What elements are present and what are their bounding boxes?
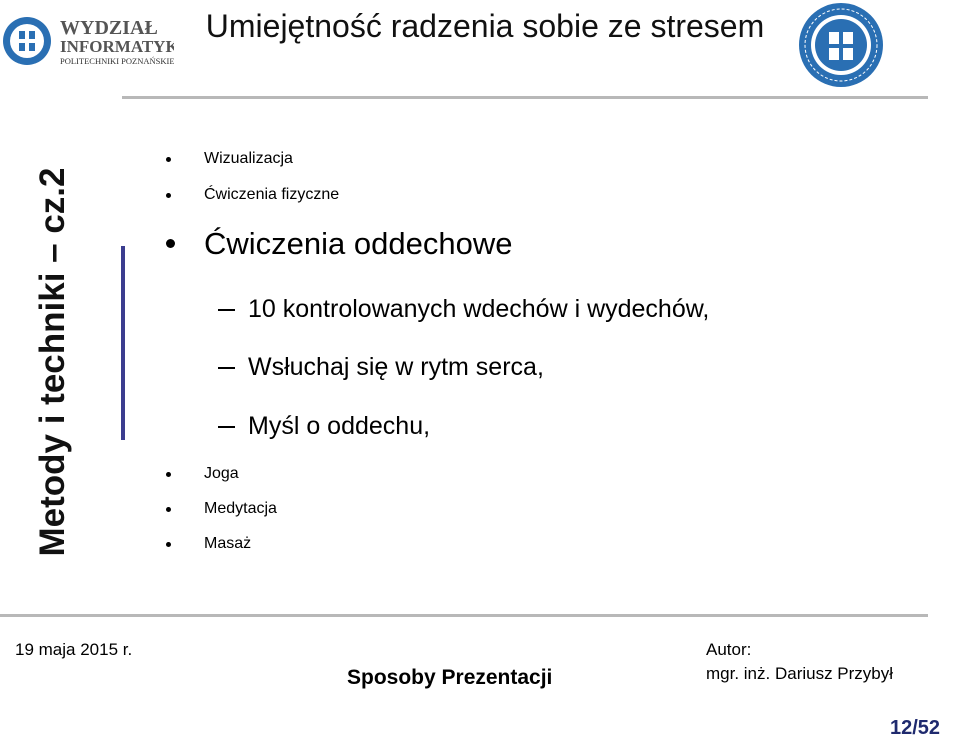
- footer-author-name: mgr. inż. Dariusz Przybył: [706, 664, 894, 683]
- bullet-icon: [166, 542, 171, 547]
- slide-title: Umiejętność radzenia sobie ze stresem: [205, 8, 765, 44]
- bullet-icon: [166, 472, 171, 477]
- logo-line-3: POLITECHNIKI POZNAŃSKIEJ: [60, 56, 174, 66]
- bullet-icon: [166, 193, 171, 198]
- dash-icon: [218, 309, 235, 311]
- logo-line-1: WYDZIAŁ: [60, 17, 158, 39]
- faculty-logo: [2, 14, 174, 68]
- logo-line-2: INFORMATYKI: [60, 37, 174, 56]
- footer-divider: [0, 614, 928, 617]
- bullet-icon: [166, 157, 171, 162]
- header-divider: [122, 96, 928, 99]
- accent-bar: [121, 246, 125, 440]
- page-number: 12/52: [890, 717, 941, 739]
- footer-date: 19 maja 2015 r.: [15, 640, 133, 659]
- university-seal-icon: [798, 2, 884, 88]
- footer-author-label: Autor:: [706, 640, 752, 659]
- footer-course-title: Sposoby Prezentacji: [347, 666, 553, 689]
- dash-icon: [218, 367, 235, 369]
- dash-icon: [218, 426, 235, 428]
- bullet-icon: [166, 507, 171, 512]
- section-vertical-label: Metody i techniki – cz.2: [33, 167, 72, 557]
- bullet-icon: [166, 239, 175, 248]
